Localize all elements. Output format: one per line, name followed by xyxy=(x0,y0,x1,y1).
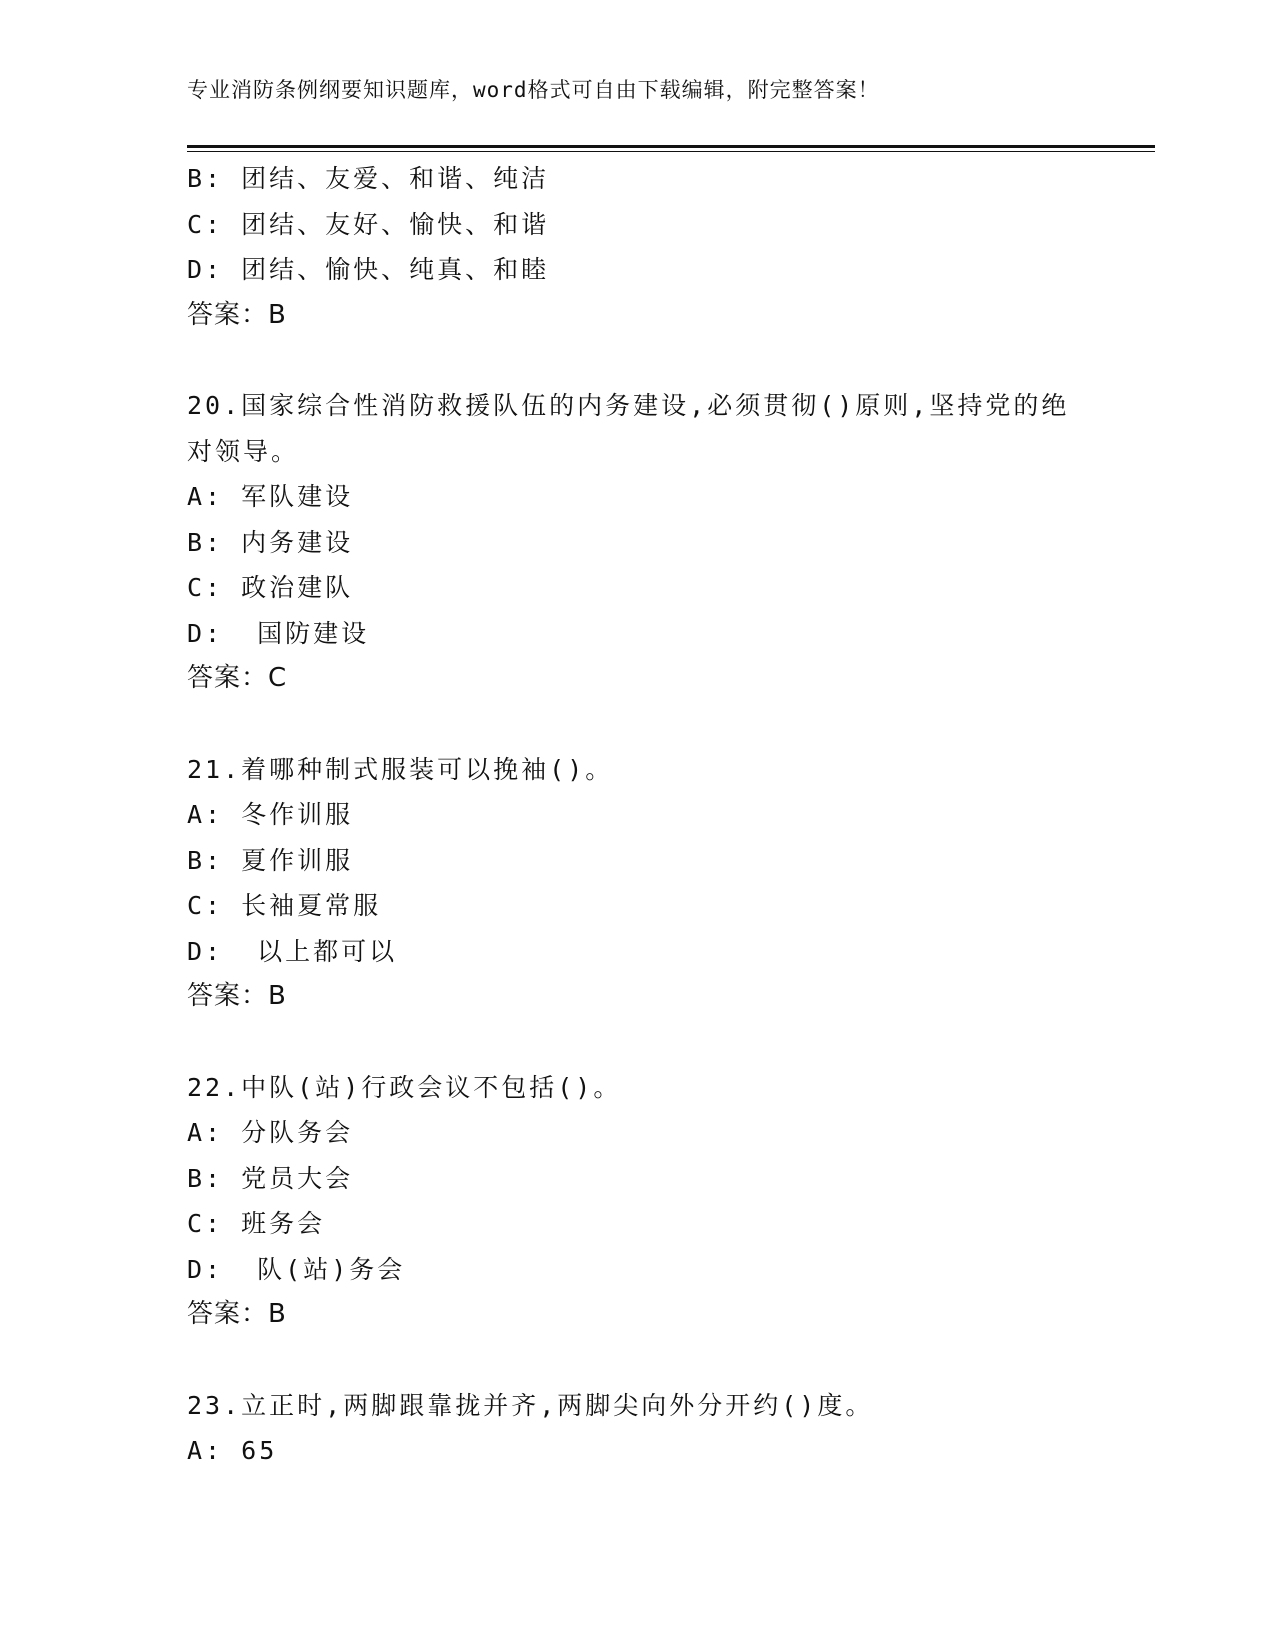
answer: 答案：B xyxy=(187,1299,287,1329)
option-c: C: 长袖夏常服 xyxy=(187,891,382,920)
question-19-continued xyxy=(187,156,1087,338)
option-b: B: 团结、友爱、和谐、纯洁 xyxy=(187,164,550,193)
option-a: A: 65 xyxy=(187,1436,278,1465)
answer: 答案：B xyxy=(187,981,287,1011)
option-b: B: 内务建设 xyxy=(187,527,354,557)
option-d: D: 队(站)务会 xyxy=(187,1254,406,1284)
option-c: C: 政治建队 xyxy=(187,573,354,602)
option-a: A: 冬作训服 xyxy=(187,800,354,829)
question-21 xyxy=(187,747,1087,1020)
option-d: D: 国防建设 xyxy=(187,618,370,648)
question-stem: 23.立正时,两脚跟靠拢并齐,两脚尖向外分开约()度。 xyxy=(187,1390,874,1420)
option-c: C: 班务会 xyxy=(187,1209,326,1238)
question-22 xyxy=(187,1065,1087,1338)
option-a: A: 军队建设 xyxy=(187,482,354,511)
option-d: D: 以上都可以 xyxy=(187,936,398,966)
question-20 xyxy=(187,383,1087,702)
page-header: 专业消防条例纲要知识题库，word格式可自由下载编辑，附完整答案！ xyxy=(187,78,880,102)
option-a: A: 分队务会 xyxy=(187,1118,354,1147)
question-list xyxy=(187,156,1087,1474)
option-d: D: 团结、愉快、纯真、和睦 xyxy=(187,255,550,284)
question-stem: 20.国家综合性消防救援队伍的内务建设,必须贯彻()原则,坚持党的绝 xyxy=(187,391,1070,420)
question-stem-cont: 对领导。 xyxy=(187,436,300,466)
question-stem: 21.着哪种制式服装可以挽袖()。 xyxy=(187,754,614,784)
option-b: B: 夏作训服 xyxy=(187,845,354,875)
option-b: B: 党员大会 xyxy=(187,1163,354,1193)
header-rule-thick xyxy=(187,145,1155,148)
question-23 xyxy=(187,1383,1087,1474)
question-stem: 22.中队(站)行政会议不包括()。 xyxy=(187,1072,622,1102)
answer: 答案：C xyxy=(187,663,288,693)
answer: 答案：B xyxy=(187,299,287,330)
header-rule-thin xyxy=(187,151,1155,152)
option-c: C: 团结、友好、愉快、和谐 xyxy=(187,209,550,239)
